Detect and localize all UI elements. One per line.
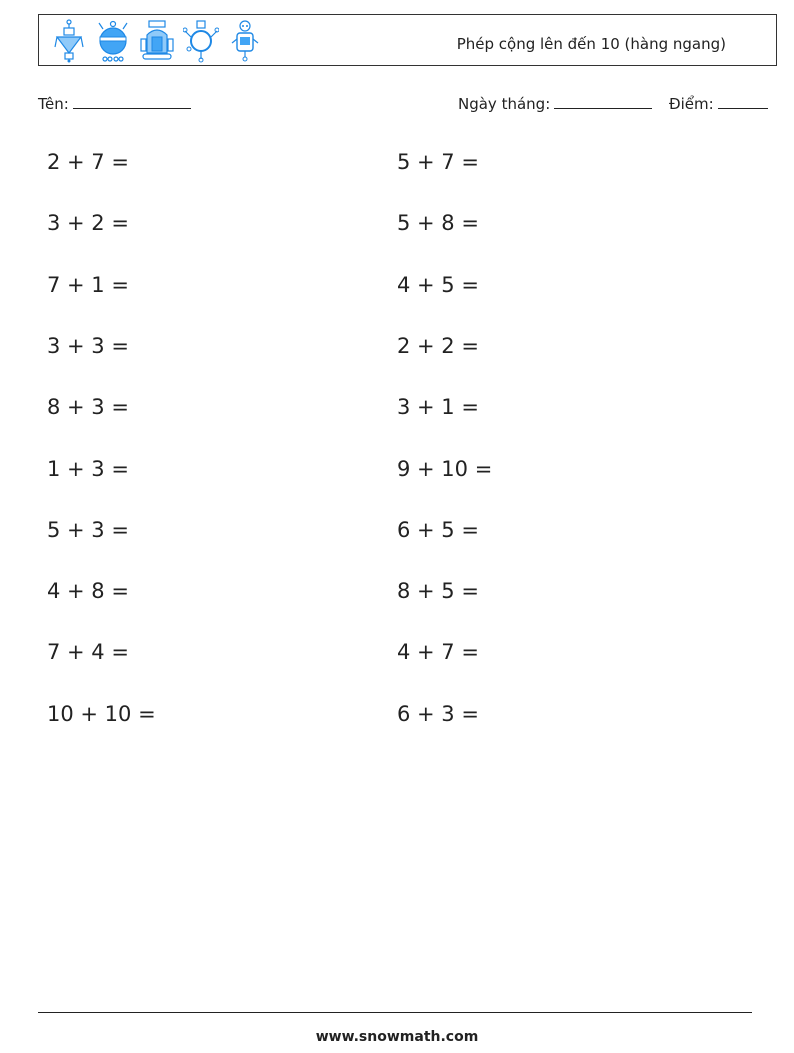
addition-problem: 8 + 3 = xyxy=(47,395,129,419)
addition-problem: 3 + 2 = xyxy=(47,211,129,235)
score-field xyxy=(669,94,768,113)
addition-problem: 3 + 3 = xyxy=(47,334,129,358)
name-label: Tên: xyxy=(38,95,69,113)
addition-problem: 5 + 3 = xyxy=(47,518,129,542)
addition-problem: 2 + 7 = xyxy=(47,150,129,174)
addition-problem: 3 + 1 = xyxy=(397,395,479,419)
robot-icon xyxy=(51,19,87,63)
robot-icons xyxy=(51,19,263,63)
addition-problem: 10 + 10 = xyxy=(47,702,156,726)
footer-rule xyxy=(38,1012,752,1013)
addition-problem: 4 + 7 = xyxy=(397,640,479,664)
robot-icon xyxy=(183,19,219,63)
addition-problem: 4 + 8 = xyxy=(47,579,129,603)
date-field xyxy=(458,94,652,113)
robot-icon xyxy=(139,19,175,63)
addition-problem: 1 + 3 = xyxy=(47,457,129,481)
addition-problem: 7 + 1 = xyxy=(47,273,129,297)
date-blank-line xyxy=(554,94,652,109)
addition-problem: 4 + 5 = xyxy=(397,273,479,297)
name-blank-line xyxy=(73,94,191,109)
name-field xyxy=(38,94,191,113)
worksheet-title: Phép cộng lên đến 10 (hàng ngang) xyxy=(456,35,726,53)
footer-url: www.snowmath.com xyxy=(315,1029,479,1045)
addition-problem: 9 + 10 = xyxy=(397,457,493,481)
robot-icon xyxy=(95,19,131,63)
header-box xyxy=(38,14,777,66)
addition-problem: 2 + 2 = xyxy=(397,334,479,358)
addition-problem: 5 + 7 = xyxy=(397,150,479,174)
addition-problem: 5 + 8 = xyxy=(397,211,479,235)
addition-problem: 8 + 5 = xyxy=(397,579,479,603)
robot-icon xyxy=(227,19,263,63)
date-label: Ngày tháng: xyxy=(458,95,551,113)
addition-problem: 6 + 5 = xyxy=(397,518,479,542)
score-label: Điểm: xyxy=(669,95,714,113)
addition-problem: 6 + 3 = xyxy=(397,702,479,726)
score-blank-line xyxy=(718,94,768,109)
addition-problem: 7 + 4 = xyxy=(47,640,129,664)
